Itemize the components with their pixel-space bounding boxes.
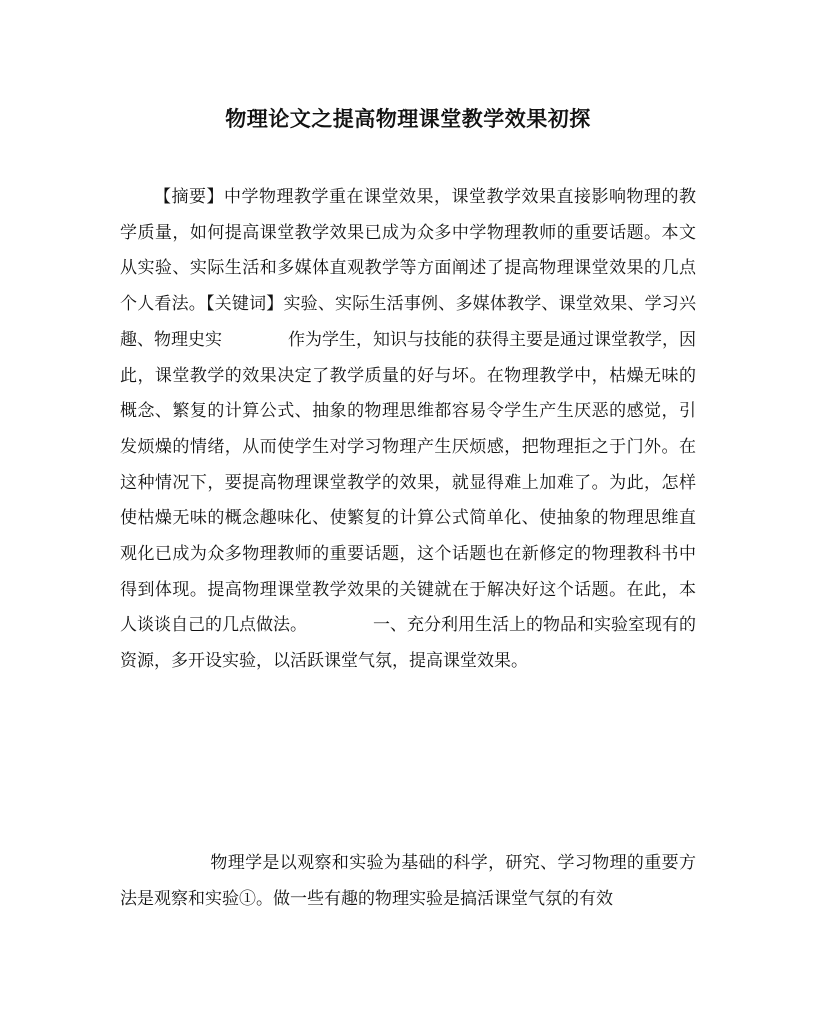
body-text: 物理学是以观察和实验为基础的科学，研究、学习物理的重要方法是观察和实验①。做一些有趣的物理实验是搞活课堂气氛的有效: [120, 853, 696, 909]
abstract-text: 【摘要】中学物理教学重在课堂效果，课堂教学效果直接影响物理的教学质量，如何提高课堂教学效果已成为众多中学物理教师的重要话题。本文从实验、实际生活和多媒体直观教学等方面阐述了提高物理课堂效果的几点个人看法。【关键词】实验、实际生活事例、多媒体教学、课堂效果、学习兴趣、物理史实: [120, 187, 696, 350]
introduction-text: 作为学生，知识与技能的获得主要是通过课堂教学，因此，课堂教学的效果决定了教学质量的好与坏。在物理教学中，枯燥无味的概念、繁复的计算公式、抽象的物理思维都容易令学生产生厌恶的感觉，引发烦燥的情绪，从而使学生对学习物理产生厌烦感，把物理拒之于门外。在这种情况下，要提高物理课堂教学的效果，就显得难上加难了。为此，怎样使枯燥无味的概念趣味化、使繁复的计算公式简单化、使抽象的物理思维直观化已成为众多物理教师的重要话题，这个话题也在新修定的物理教科书中得到体现。提高物理课堂教学效果的关键就在于解决好这个话题。在此，本人谈谈自己的几点做法。: [120, 329, 696, 636]
abstract-paragraph: [120, 180, 696, 680]
body-paragraph: [120, 846, 696, 917]
section-heading: 一、充分利用生活上的物品和实验室现有的资源，多开设实验，以活跃课堂气氛，提高课堂效果。: [120, 615, 696, 672]
document-title: 物理论文之提高物理课堂教学效果初探: [225, 106, 591, 131]
